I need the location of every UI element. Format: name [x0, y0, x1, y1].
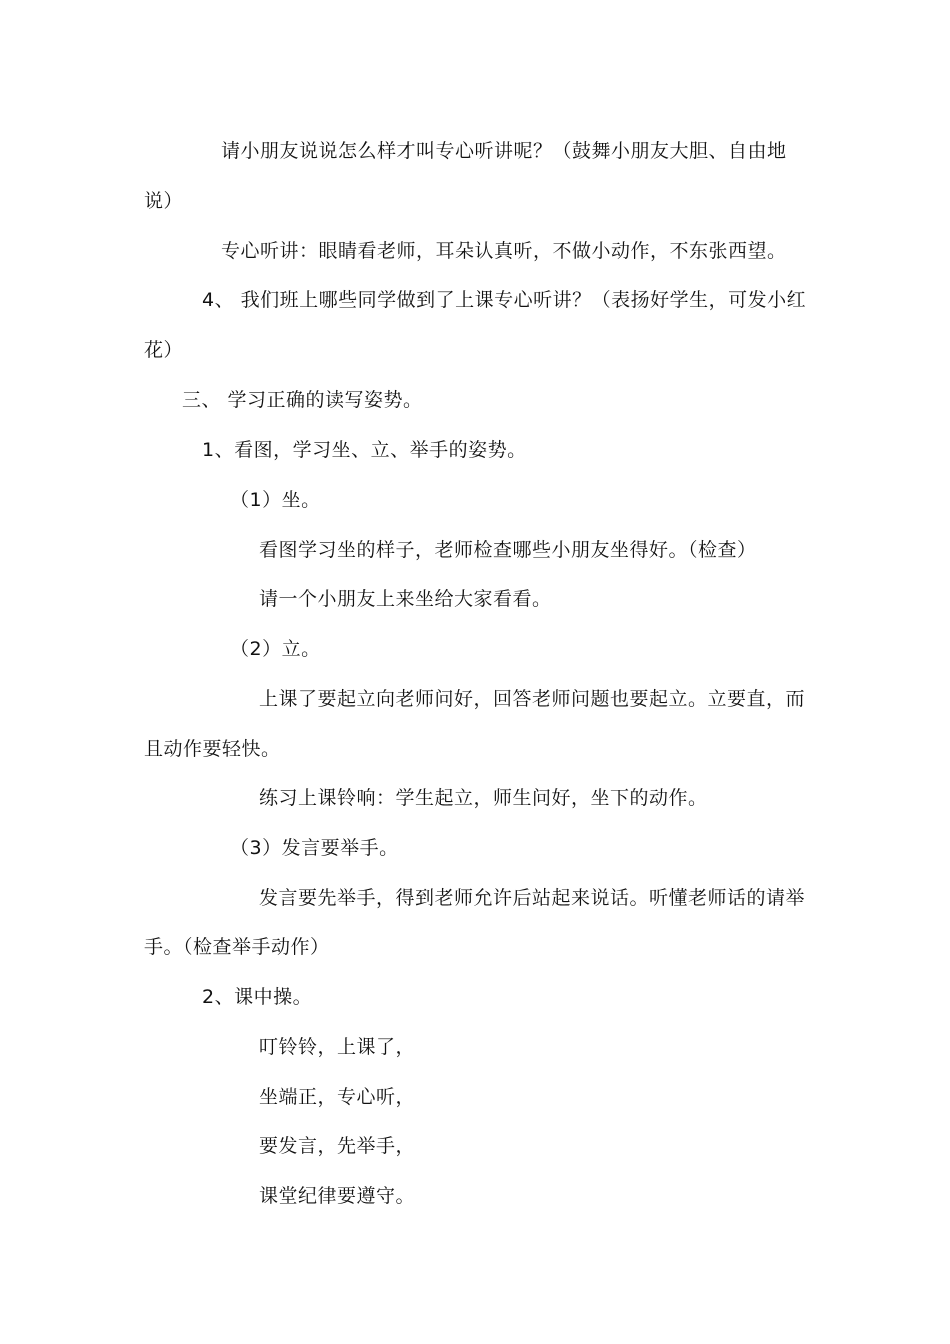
- paragraph-line: 且动作要轻快。: [144, 738, 281, 760]
- verse-line: 叮铃铃，上课了，: [259, 1036, 416, 1058]
- verse-line: 课堂纪律要遵守。: [259, 1185, 416, 1207]
- paragraph-line: 专心听讲：眼睛看老师，耳朵认真听，不做小动作，不东张西望。: [221, 240, 787, 262]
- paragraph-line: 请一个小朋友上来坐给大家看看。: [259, 588, 552, 610]
- subheading-line: （2）立。: [230, 638, 321, 660]
- paragraph-line: 请小朋友说说怎么样才叫专心听讲呢？（鼓舞小朋友大胆、自由地: [221, 140, 787, 162]
- paragraph-line: 手。（检查举手动作）: [144, 936, 330, 958]
- subheading-line: （1）坐。: [230, 489, 321, 511]
- paragraph-line: 发言要先举手，得到老师允许后站起来说话。听懂老师话的请举: [259, 887, 806, 909]
- subheading-line: （3）发言要举手。: [230, 837, 399, 859]
- verse-line: 要发言，先举手，: [259, 1135, 416, 1157]
- section-heading: 三、 学习正确的读写姿势。: [182, 389, 423, 411]
- paragraph-line: 上课了要起立向老师问好，回答老师问题也要起立。立要直，而: [259, 688, 806, 710]
- verse-line: 坐端正，专心听，: [259, 1086, 416, 1108]
- paragraph-line: 说）: [144, 190, 184, 212]
- paragraph-line: 1、看图，学习坐、立、举手的姿势。: [202, 439, 527, 461]
- paragraph-line: 4、 我们班上哪些同学做到了上课专心听讲？（表扬好学生，可发小红: [202, 289, 807, 311]
- paragraph-line: 练习上课铃响：学生起立，师生问好，坐下的动作。: [259, 787, 708, 809]
- paragraph-line: 看图学习坐的样子，老师检查哪些小朋友坐得好。（检查）: [259, 539, 757, 561]
- paragraph-line: 花）: [144, 339, 184, 361]
- paragraph-line: 2、课中操。: [202, 986, 313, 1008]
